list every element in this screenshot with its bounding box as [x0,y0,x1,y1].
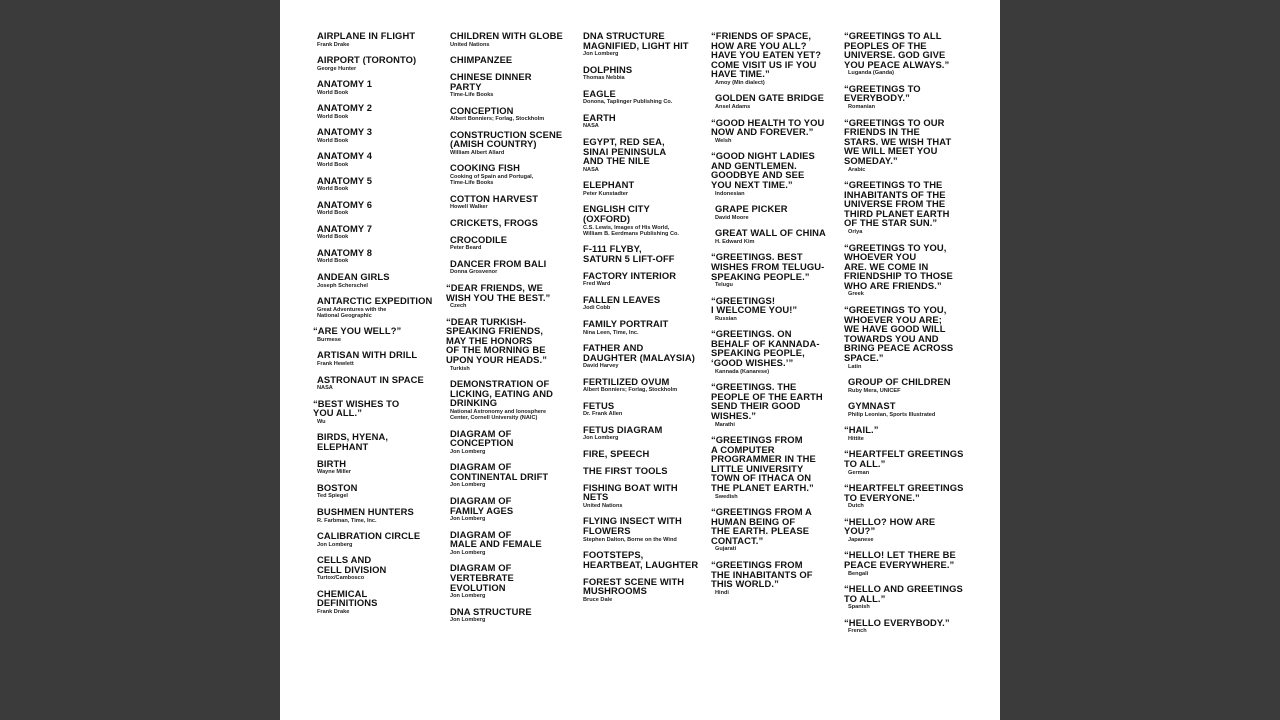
entry-credit: Jon Lomberg [583,51,619,58]
list-item [583,466,707,476]
list-item [313,397,441,425]
entry-credit: Donona, Taplinger Publishing Co. [583,99,673,106]
list-item [450,462,574,488]
entry-title: EARTH [583,111,616,123]
list-item [583,550,707,569]
list-item [844,82,972,111]
list-item [450,530,574,556]
entry-title: CROCODILE [450,233,508,245]
entry-credit: Peter Kunstadter [583,190,629,197]
entry-credit: Dr. Frank Allen [583,411,623,418]
list-item [848,377,972,394]
entry-credit: Arabic [848,166,866,173]
list-item [450,496,574,522]
entry-credit: Albert Bonniers; Forlag, Stockholm [583,387,678,394]
list-item [711,294,839,322]
entry-credit: Japanese [848,536,874,543]
entry-title: BIRTH [317,457,347,469]
list-item [583,271,707,288]
entry-credit: United Nations [450,41,490,48]
entry-credit: Ruby Mera, UNICEF [848,387,901,394]
entry-title: FALLEN LEAVES [583,293,661,305]
entry-credit: Jon Lomberg [450,516,486,523]
entry-credit: World Book [317,162,349,169]
entry-title: DIAGRAM OF MALE AND FEMALE [450,528,542,550]
entry-credit: World Book [317,210,349,217]
entry-credit: Indonesian [715,190,745,197]
list-item [317,248,441,265]
entry-credit: George Hunter [317,65,357,72]
entry-credit: World Book [317,113,349,120]
entry-credit: Nina Leen, Time, Inc. [583,329,639,336]
entry-credit: Jon Lomberg [450,593,486,600]
list-item [450,259,574,276]
list-item [711,30,839,86]
list-item [583,89,707,106]
entry-title: BIRDS, HYENA, ELEPHANT [317,431,389,452]
entry-title: CHINESE DINNER PARTY [450,70,532,92]
list-item [450,55,574,65]
entry-credit: Time-Life Books [450,92,494,99]
entry-credit: Latin [848,363,862,370]
list-item [583,319,707,336]
list-item [450,607,574,624]
list-item [583,137,707,173]
list-item [317,483,441,500]
entry-credit: Great Adventures with the National Geographic [317,306,387,319]
list-item [446,281,574,310]
list-item [450,235,574,252]
entry-title: COTTON HARVEST [450,192,539,204]
list-item [317,375,441,392]
list-item [317,176,441,193]
entry-title: FOOTSTEPS, HEARTBEAT, LAUGHTER [583,549,699,570]
entry-title: CONSTRUCTION SCENE (AMISH COUNTRY) [450,128,563,150]
entry-title: “GREETINGS. BEST WISHES FROM TELUGU- SPEAKING PEOPLE.” [711,251,825,282]
entry-title: CONCEPTION [450,104,514,116]
entry-title: “HELLO! LET THERE BE PEACE EVERYWHERE.” [844,549,956,570]
entry-title: BUSHMEN HUNTERS [317,505,414,517]
entry-title: DIAGRAM OF FAMILY AGES [450,494,514,516]
list-item [317,555,441,581]
entry-credit: Hittite [848,435,864,442]
entry-credit: Wu [317,418,326,425]
list-item [583,577,707,603]
entry-title: ANATOMY 3 [317,126,373,138]
list-item [317,151,441,168]
entry-title: ANDEAN GIRLS [317,270,390,282]
entry-title: FISHING BOAT WITH NETS [583,481,678,503]
entry-title: “GREETINGS FROM A COMPUTER PROGRAMMER IN THE LITTLE UNIVERSITY TOWN OF ITHACA ON THE PLANET EARTH.” [711,434,816,493]
entry-title: GYMNAST [848,400,896,412]
entry-title: FIRE, SPEECH [583,447,650,459]
entry-title: “GREETINGS TO ALL PEOPLES OF THE UNIVERSE. GOD GIVE YOU PEACE ALWAYS.” [844,30,950,70]
list-item [317,507,441,524]
entry-title: ANTARCTIC EXPEDITION [317,295,433,307]
entry-title: AIRPLANE IN FLIGHT [317,30,416,41]
list-item [711,251,839,289]
entry-title: “GREETINGS FROM THE INHABITANTS OF THIS WORLD.” [711,558,813,590]
entry-title: “BEST WISHES TO YOU ALL.” [313,397,400,419]
entry-title: “HEARTFELT GREETINGS TO ALL.” [844,448,964,469]
list-item [583,244,707,263]
list-item [844,448,972,476]
entry-title: CELLS AND CELL DIVISION [317,554,387,575]
entry-title: FAMILY PORTRAIT [583,317,669,329]
entry-title: DNA STRUCTURE MAGNIFIED, LIGHT HIT [583,30,689,51]
entry-title: “GOOD HEALTH TO YOU NOW AND FOREVER.” [711,116,825,138]
entry-credit: William Albert Allard [450,149,505,156]
entry-title: “GREETINGS TO YOU, WHOEVER YOU ARE; WE HAVE GOOD WILL TOWARDS YOU AND BRING PEACE ACROSS SPACE.” [844,303,954,363]
list-item [317,55,441,72]
list-item [450,31,574,48]
entry-title: F-111 FLYBY, SATURN 5 LIFT-OFF [583,243,675,264]
entry-credit: R. Farbman, Time, Inc. [317,517,377,524]
entry-credit: Turtox/Cambosco [317,575,365,582]
entry-credit: NASA [583,123,599,130]
entry-title: “GREETINGS TO EVERYBODY.” [844,82,921,104]
entry-credit: Peter Beard [450,245,482,252]
list-item [848,401,972,418]
list-item [317,296,441,319]
list-item [450,106,574,123]
list-item [583,425,707,442]
list-item [844,116,972,173]
entry-title: ANATOMY 7 [317,222,373,234]
list-item [583,180,707,197]
entry-title: GREAT WALL OF CHINA [715,227,826,239]
list-item [583,343,707,369]
entry-credit: Bruce Dale [583,596,613,603]
entry-credit: Philip Leonian, Sports Illustrated [848,411,936,418]
entry-credit: Marathi [715,421,735,428]
entry-credit: NASA [317,385,333,392]
list-item [583,377,707,394]
entry-title: DIAGRAM OF CONCEPTION [450,427,514,449]
entry-title: AIRPORT (TORONTO) [317,54,417,66]
entry-title: “HAIL.” [844,424,879,436]
entry-credit: Frank Drake [317,41,350,48]
list-item [844,241,972,298]
entry-title: BOSTON [317,481,358,493]
entry-title: ELEPHANT [583,179,635,191]
entry-title: ANATOMY 8 [317,246,373,258]
list-item [583,401,707,418]
entry-title: “GOOD NIGHT LADIES AND GENTLEMEN. GOODBYE AND SEE YOU NEXT TIME.” [711,150,815,191]
entry-title: “GREETINGS TO YOU, WHOEVER YOU ARE. WE COME IN FRIENDSHIP TO THOSE WHO ARE FRIENDS.” [844,241,953,291]
entry-credit: Kannada (Kanarese) [715,368,770,375]
entry-credit: Bengali [848,570,869,577]
entry-credit: Howell Walker [450,204,488,211]
entry-credit: David Harvey [583,363,619,370]
list-item [450,72,574,98]
entry-title: “FRIENDS OF SPACE, HOW ARE YOU ALL? HAVE YOU EATEN YET? COME VISIT US IF YOU HAVE TIME.” [711,30,822,80]
list-item [715,204,839,221]
column-3 [583,31,707,610]
list-item [715,228,839,245]
document-page [280,0,1000,720]
entry-credit: Oriya [848,229,863,235]
entry-title: ANATOMY 4 [317,150,373,162]
entry-title: ANATOMY 6 [317,198,373,210]
entry-credit: World Book [317,258,349,265]
entry-title: FLYING INSECT WITH FLOWERS [583,515,682,537]
list-item [313,325,441,343]
list-item [844,583,972,611]
entry-credit: Ted Spiegel [317,493,348,500]
list-item [450,563,574,599]
entry-credit: Burmese [317,336,341,343]
entry-title: “HEARTFELT GREETINGS TO EVERYONE.” [844,482,964,503]
entry-title: EGYPT, RED SEA, SINAI PENINSULA AND THE NILE [583,135,667,167]
entry-credit: Gujarati [715,546,737,553]
entry-credit: Luganda (Ganda) [848,70,894,77]
list-item [317,127,441,144]
entry-credit: World Book [317,137,349,144]
entry-title: “GREETINGS TO THE INHABITANTS OF THE UNIVERSE FROM THE THIRD PLANET EARTH OF THE STAR SUN.” [844,179,950,229]
entry-credit: Wayne Miller [317,469,351,476]
entry-credit: Dutch [848,503,864,510]
entry-credit: Cooking of Spain and Portugal, Time-Life Books [450,174,534,187]
entry-credit: National Astronomy and Ionosphere Center, Cornell University (NAIC) [450,408,547,422]
list-item [844,515,972,543]
entry-credit: NASA [583,166,599,173]
entry-title: CRICKETS, FROGS [450,216,538,228]
entry-credit: Jon Lomberg [583,435,619,442]
list-item [317,31,441,48]
entry-title: FOREST SCENE WITH MUSHROOMS [583,575,685,597]
list-item [450,429,574,455]
list-item [711,328,839,375]
list-item [317,103,441,120]
entry-title: GRAPE PICKER [715,203,788,215]
list-item [450,218,574,228]
column-4 [711,30,839,603]
entry-title: FETUS [583,399,615,411]
entry-title: ANATOMY 2 [317,102,373,114]
list-item [711,116,839,144]
entry-title: ANATOMY 5 [317,174,373,186]
entry-credit: Jodi Cobb [583,305,611,312]
entry-title: DNA STRUCTURE [450,605,532,617]
list-item [583,65,707,82]
entry-credit: Jon Lomberg [317,541,353,548]
list-item [317,589,441,615]
list-item [317,272,441,289]
entry-credit: Joseph Scherschel [317,282,368,289]
entry-credit: Hindi [715,589,729,596]
list-item [317,531,441,548]
list-item [711,434,839,500]
entry-credit: Amoy (Min dialect) [715,79,765,86]
list-item [583,483,707,509]
list-item [450,130,574,156]
entry-title: CHILDREN WITH GLOBE [450,30,563,41]
list-item [711,150,839,197]
list-item [450,379,574,421]
entry-title: “GREETINGS! I WELCOME YOU!” [711,294,798,316]
entry-credit: Jon Lomberg [450,448,486,455]
entry-credit: Turkish [450,365,470,372]
entry-title: DANCER FROM BALI [450,257,547,269]
entry-title: FACTORY INTERIOR [583,269,677,281]
entry-title: COOKING FISH [450,162,520,174]
entry-title: GOLDEN GATE BRIDGE [715,92,824,104]
list-item [844,424,972,442]
entry-title: ASTRONAUT IN SPACE [317,373,424,385]
entry-title: “HELLO? HOW ARE YOU?” [844,515,936,537]
list-item [317,200,441,217]
entry-credit: United Nations [583,502,623,509]
entry-credit: Donna Grosvenor [450,269,498,276]
list-item [844,179,972,235]
entry-credit: Jon Lomberg [450,617,486,624]
entry-credit: Thomas Nebbia [583,75,625,82]
list-item [317,350,441,367]
list-item [583,449,707,459]
entry-title: “GREETINGS FROM A HUMAN BEING OF THE EARTH. PLEASE CONTACT.” [711,506,812,546]
entry-title: CHIMPANZEE [450,54,513,66]
entry-title: DIAGRAM OF CONTINENTAL DRIFT [450,461,549,482]
entry-credit: Russian [715,315,737,322]
list-item [317,459,441,476]
list-item [583,31,707,57]
entry-title: FERTILIZED OVUM [583,375,670,387]
entry-title: GROUP OF CHILDREN [848,376,951,388]
list-item [711,558,839,596]
entry-title: DIAGRAM OF VERTEBRATE EVOLUTION [450,562,514,593]
entry-title: ANATOMY 1 [317,78,373,90]
entry-title: “GREETINGS. ON BEHALF OF KANNADA- SPEAKING PEOPLE, ‘GOOD WISHES.’” [711,328,820,369]
list-item [844,30,972,77]
list-item [711,381,839,428]
entry-credit: World Book [317,89,349,96]
entry-credit: Welsh [715,137,732,144]
column-2 [446,30,574,631]
column-5 [844,30,972,642]
entry-credit: Jon Lomberg [450,549,486,556]
list-item [844,482,972,510]
entry-title: FETUS DIAGRAM [583,423,663,435]
list-item [317,432,441,451]
list-item [844,616,972,635]
entry-credit: Fred Ward [583,281,611,288]
list-item [844,549,972,577]
entry-title: “HELLO AND GREETINGS TO ALL.” [844,583,963,604]
entry-credit: French [848,628,867,635]
entry-title: “GREETINGS. THE PEOPLE OF THE EARTH SEND THEIR GOOD WISHES.” [711,381,823,421]
list-item [583,113,707,130]
entry-title: ENGLISH CITY (OXFORD) [583,203,650,224]
entry-credit: Ansel Adams [715,104,751,111]
entry-title: THE FIRST TOOLS [583,464,668,476]
list-item [450,163,574,186]
entry-title: “GREETINGS TO OUR FRIENDS IN THE STARS. WE WISH THAT WE WILL MEET YOU SOMEDAY.” [844,116,952,166]
entry-credit: German [848,469,870,476]
entry-credit: World Book [317,186,349,193]
column-1 [313,30,441,623]
entry-credit: Romanian [848,104,876,111]
list-item [844,303,972,370]
list-item [317,224,441,241]
entry-credit: Frank Drake [317,609,350,616]
entry-title: CALIBRATION CIRCLE [317,530,421,542]
entry-title: ARTISAN WITH DRILL [317,349,418,361]
list-item [317,79,441,96]
entry-title: EAGLE [583,87,616,99]
entry-credit: Stephen Dalton, Borne on the Wind [583,536,677,543]
list-item [583,295,707,312]
entry-title: “DEAR TURKISH- SPEAKING FRIENDS, MAY THE HONORS OF THE MORNING BE UPON YOUR HEADS.” [446,315,548,365]
entry-credit: Czech [450,303,467,310]
list-item [446,315,574,372]
entry-title: “ARE YOU WELL?” [313,325,402,337]
entry-credit: David Moore [715,214,749,221]
list-item [711,506,839,553]
entry-credit: Frank Hewlett [317,361,354,368]
entry-title: “HELLO EVERYBODY.” [844,616,950,628]
entry-title: FATHER AND DAUGHTER (MALAYSIA) [583,342,695,363]
entry-credit: Greek [848,291,864,298]
entry-title: DEMONSTRATION OF LICKING, EATING AND DRINKING [450,378,553,409]
list-item [583,204,707,237]
entry-credit: World Book [317,234,349,241]
entry-credit: Albert Bonniers; Forlag, Stockholm [450,116,545,123]
list-item [715,93,839,110]
entry-title: “DEAR FRIENDS, WE WISH YOU THE BEST.” [446,281,551,303]
entry-credit: Swedish [715,493,738,500]
entry-credit: H. Edward Kim [715,238,755,245]
entry-title: CHEMICAL DEFINITIONS [317,587,378,609]
entry-credit: Spanish [848,604,870,611]
entry-title: DOLPHINS [583,63,633,75]
entry-credit: Telugu [715,282,733,289]
entry-credit: C.S. Lewis, Images of His World, William B. Eerdmans Publishing Co. [583,224,679,237]
list-item [583,516,707,542]
entry-credit: Jon Lomberg [450,482,486,489]
list-item [450,194,574,211]
